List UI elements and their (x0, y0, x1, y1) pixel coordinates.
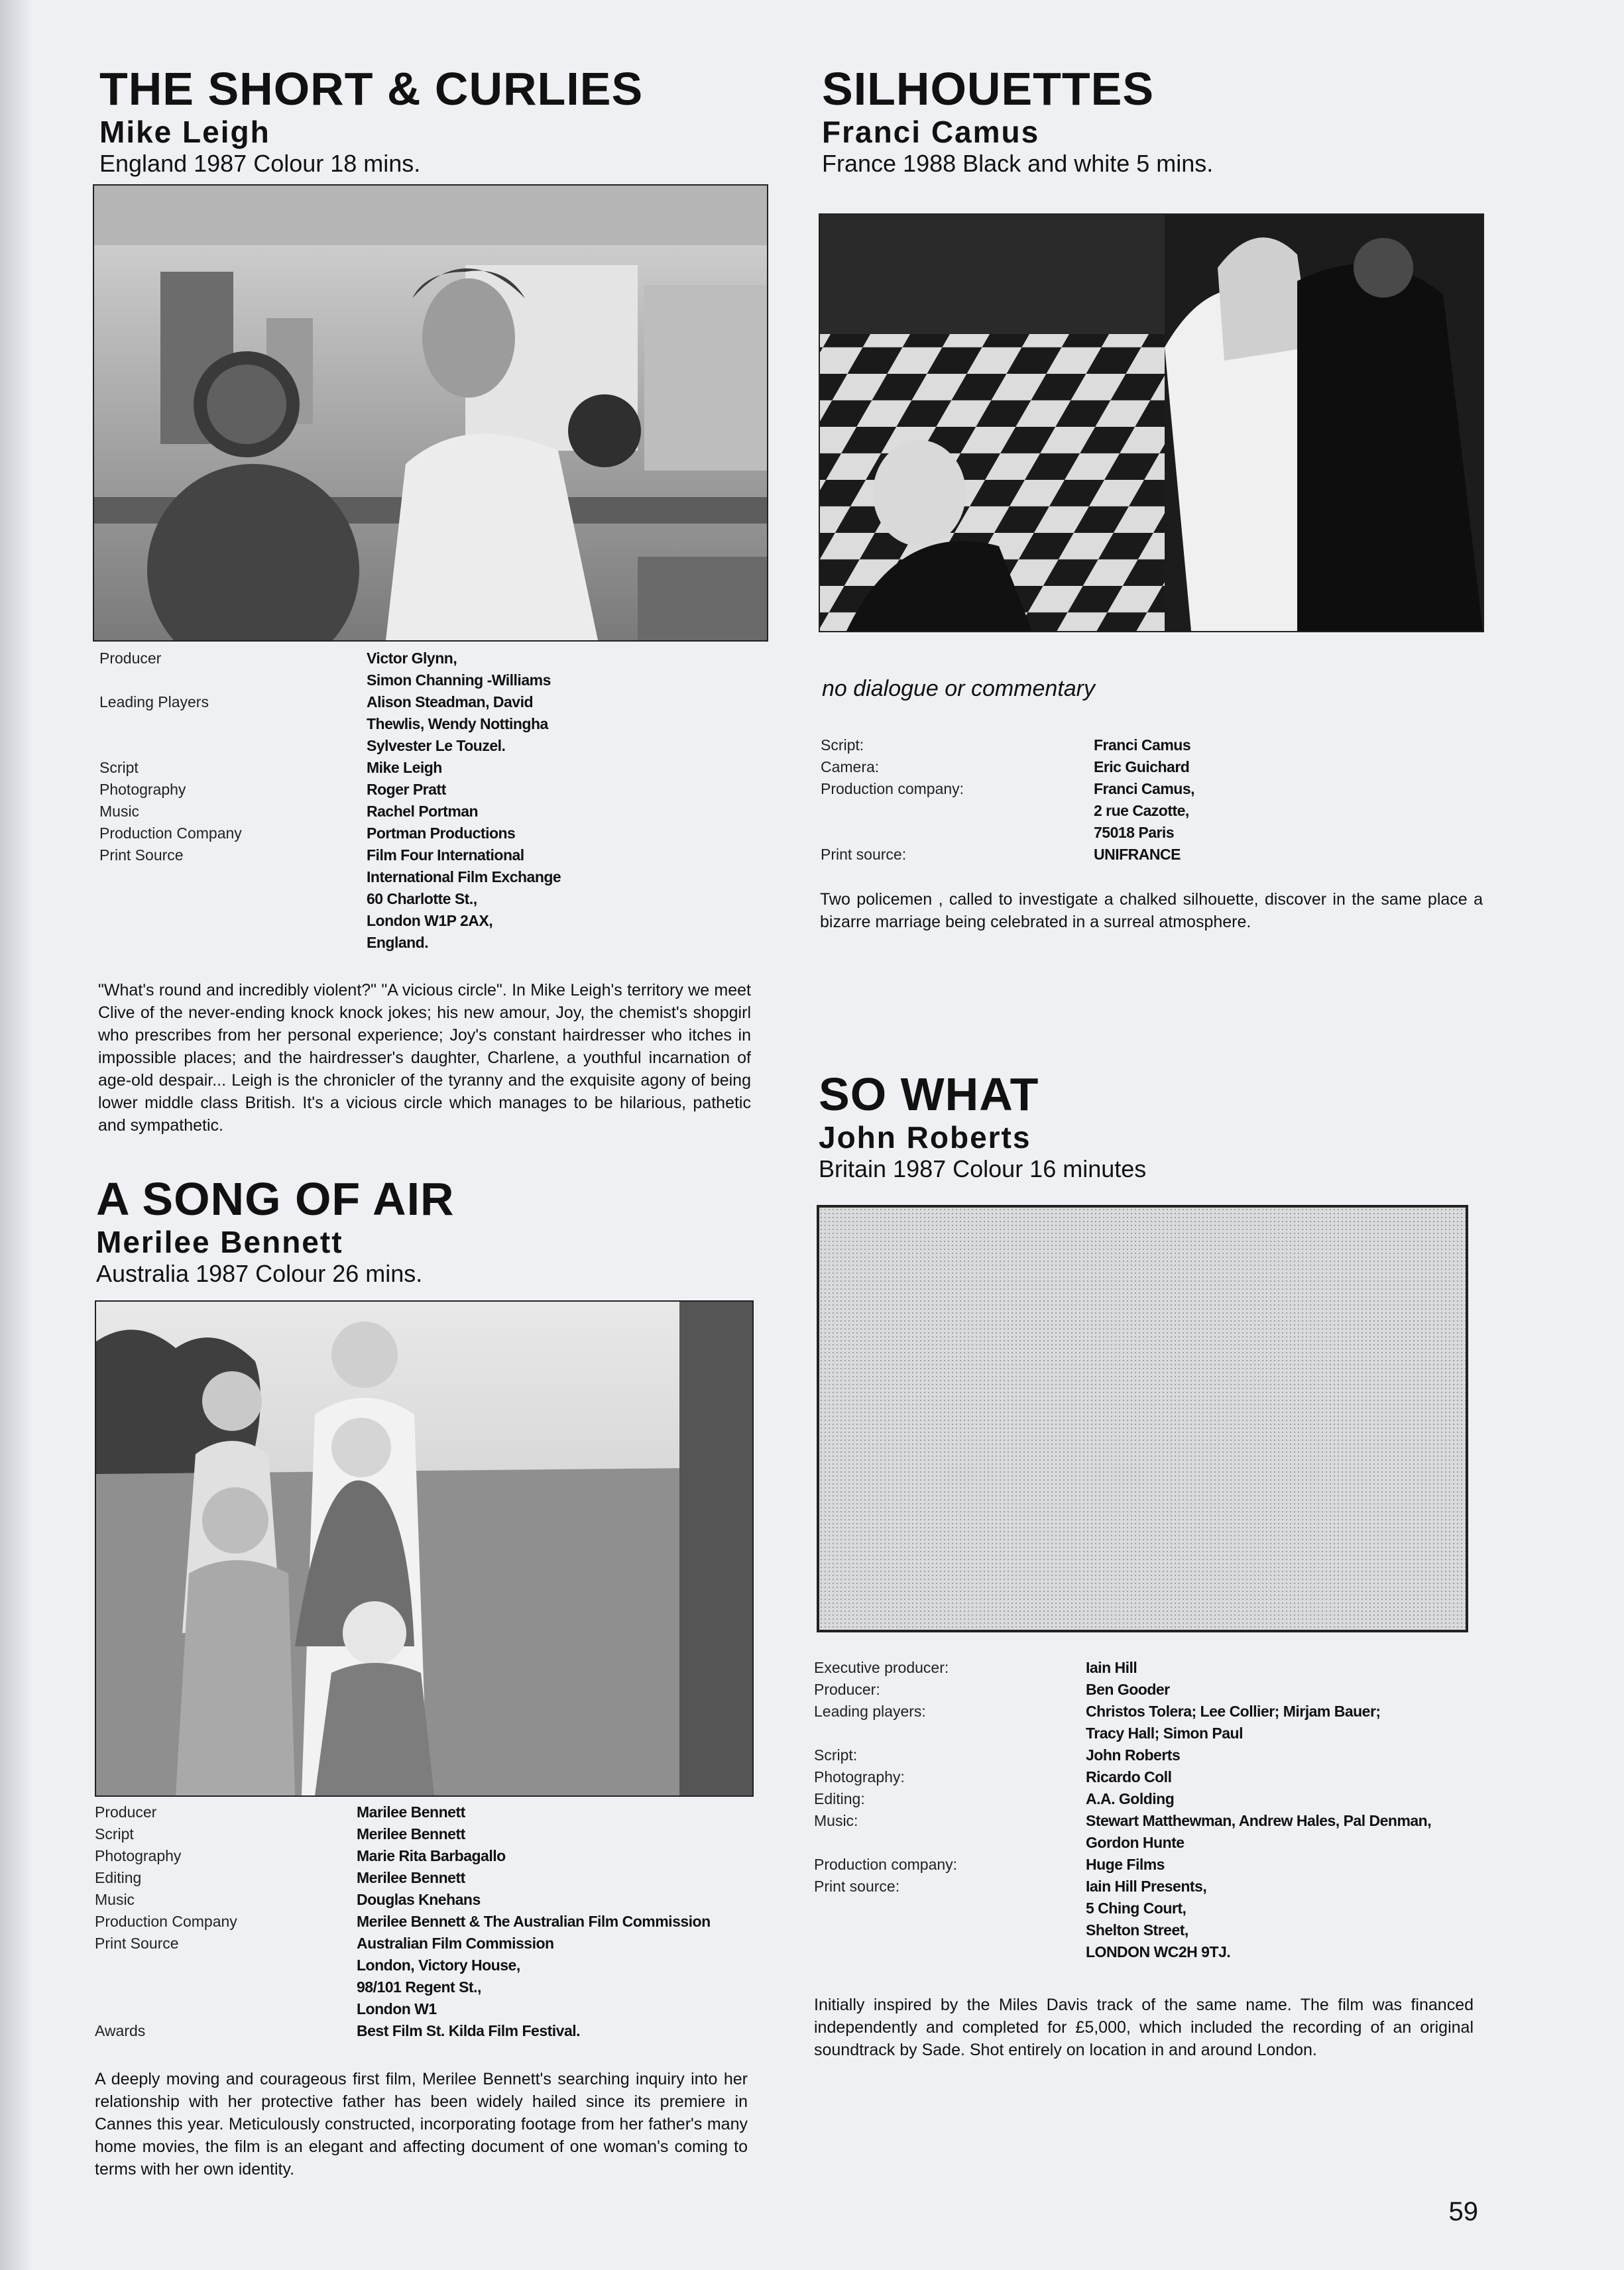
credit-label: Music (95, 1891, 135, 1908)
credit-label: Executive producer: (814, 1659, 949, 1676)
film-still-family (95, 1300, 754, 1797)
dialogue-note: no dialogue or commentary (822, 676, 1096, 701)
credit-row (814, 1810, 1483, 1854)
film-details: Australia 1987 Colour 26 mins. (96, 1260, 423, 1287)
film-details: Britain 1987 Colour 16 minutes (819, 1155, 1147, 1182)
credit-value: Christos Tolera; Lee Collier; Mirjam Bauer; Tracy Hall; Simon Paul (1086, 1703, 1381, 1742)
credit-label: Script: (821, 736, 864, 754)
credit-value: Victor Glynn, Simon Channing -Williams (367, 650, 551, 689)
credit-value: Roger Pratt (367, 781, 446, 798)
film-title: A SONG OF AIR (96, 1173, 455, 1225)
credit-label: Production company: (814, 1856, 958, 1873)
credit-row (95, 1911, 764, 1933)
film-synopsis: "What's round and incredibly violent?" "A vicious circle". In Mike Leigh's territory we meet Clive of the never-ending knock knock jokes; his new amour, Joy, the chemist's shopgirl who prescribes from her personal experience; Joy's constant hairdresser who itches in impossible places; and the hairdresser's daughter, Charlene, a youthful incarnation of age-old despair... Leigh is the chronicler of the tyranny and the exquisite agony of being lower middle class British. It's a vicious circle which manages to be hilarious, pathetic and sympathetic. (98, 981, 751, 1135)
film-title: THE SHORT & CURLIES (99, 63, 644, 115)
credit-label: Awards (95, 2022, 146, 2039)
credit-row (814, 1854, 1483, 1876)
credit-value: Merilee Bennett & The Australian Film Commission (357, 1913, 711, 1930)
credit-label: Editing (95, 1869, 142, 1886)
film-title: SO WHAT (819, 1068, 1039, 1120)
credit-label: Photography: (814, 1768, 905, 1786)
credit-value: UNIFRANCE (1094, 846, 1181, 863)
credit-label: Music: (814, 1812, 858, 1829)
credit-row (99, 779, 769, 801)
film-details: England 1987 Colour 18 mins. (99, 150, 421, 177)
credit-value: A.A. Golding (1086, 1790, 1175, 1807)
film-details: France 1988 Black and white 5 mins. (822, 150, 1214, 177)
credit-label: Print Source (99, 846, 184, 864)
credit-value: John Roberts (1086, 1746, 1181, 1764)
film-header (819, 1068, 1508, 1184)
credit-value: Ricardo Coll (1086, 1768, 1172, 1786)
credit-row (99, 757, 769, 779)
credit-label: Production company: (821, 780, 964, 797)
credit-value: Marie Rita Barbagallo (357, 1847, 506, 1864)
credits-list (99, 648, 769, 954)
credit-label: Script (95, 1825, 134, 1843)
film-director: Merilee Bennett (96, 1225, 343, 1259)
credit-row (99, 844, 769, 954)
film-director: John Roberts (819, 1120, 1031, 1155)
credit-label: Production Company (99, 824, 242, 842)
credit-row (814, 1679, 1483, 1701)
credits-list (821, 734, 1483, 866)
credit-value: Huge Films (1086, 1856, 1165, 1873)
credit-row (814, 1766, 1483, 1788)
credit-value: Rachel Portman (367, 803, 479, 820)
credit-row (821, 734, 1483, 756)
credit-row (95, 1801, 764, 1823)
film-synopsis: Two policemen , called to investigate a chalked silhouette, discover in the same place a bizarre marriage being celebrated in a surreal atmosphere. (820, 890, 1483, 931)
credit-label: Music (99, 803, 140, 820)
credit-value: Iain Hill Presents, 5 Ching Court, Shelton Street, LONDON WC2H 9TJ. (1086, 1878, 1231, 1960)
credit-value: Franci Camus, 2 rue Cazotte, 75018 Paris (1094, 780, 1194, 841)
credit-label: Producer: (814, 1681, 880, 1698)
credit-row (821, 756, 1483, 778)
credit-label: Camera: (821, 758, 880, 775)
credit-row (99, 691, 769, 757)
credit-row (814, 1876, 1483, 1963)
credit-value: Film Four International International Film Exchange 60 Charlotte St., London W1P 2AX, England. (367, 846, 561, 951)
page-number: 59 (1448, 2197, 1478, 2226)
credit-value: Douglas Knehans (357, 1891, 481, 1908)
credit-row (95, 1845, 764, 1867)
credit-row (99, 823, 769, 844)
credit-label: Photography (95, 1847, 182, 1864)
credit-row (95, 1823, 764, 1845)
credits-list (95, 1801, 764, 2042)
credit-row (814, 1788, 1483, 1810)
credit-label: Print source: (821, 846, 907, 863)
credit-label: Print Source (95, 1935, 179, 1952)
credit-value: Ben Gooder (1086, 1681, 1170, 1698)
credit-value: Marilee Bennett (357, 1803, 465, 1821)
credit-row (821, 778, 1483, 844)
credit-label: Photography (99, 781, 186, 798)
film-director: Mike Leigh (99, 115, 270, 149)
credit-row (814, 1657, 1483, 1679)
credit-label: Script (99, 759, 139, 776)
film-still-salon (93, 184, 768, 642)
credit-value: Alison Steadman, David Thewlis, Wendy Nottingha Sylvester Le Touzel. (367, 693, 548, 754)
image-placeholder (817, 1205, 1468, 1632)
credit-label: Editing: (814, 1790, 865, 1807)
film-synopsis: Initially inspired by the Miles Davis track of the same name. The film was financed independently and completed for £5,000, which included the recording of an original soundtrack by Sade. Shot entirely on location in and around London. (814, 1996, 1474, 2059)
credit-value: Merilee Bennett (357, 1869, 465, 1886)
page-gutter-shadow (0, 0, 33, 2270)
credits-list (814, 1657, 1483, 1963)
credit-value: Portman Productions (367, 824, 516, 842)
credit-label: Leading Players (99, 693, 209, 710)
credit-row (821, 844, 1483, 866)
film-header (96, 1173, 785, 1288)
credit-value: Eric Guichard (1094, 758, 1190, 775)
credit-row (95, 1867, 764, 1889)
credit-value: Mike Leigh (367, 759, 442, 776)
credit-value: Australian Film Commission London, Victory House, 98/101 Regent St., London W1 (357, 1935, 554, 2017)
credit-label: Leading players: (814, 1703, 926, 1720)
credit-label: Production Company (95, 1913, 237, 1930)
credit-value: Best Film St. Kilda Film Festival. (357, 2022, 581, 2039)
film-director: Franci Camus (822, 115, 1040, 149)
credit-label: Producer (95, 1803, 157, 1821)
credit-row (814, 1701, 1483, 1744)
film-header (99, 63, 789, 178)
credit-row (814, 1744, 1483, 1766)
credit-row (95, 2020, 764, 2042)
credit-row (99, 801, 769, 823)
credit-value: Iain Hill (1086, 1659, 1137, 1676)
film-title: SILHOUETTES (822, 63, 1155, 115)
film-synopsis: A deeply moving and courageous first film, Merilee Bennett's searching inquiry into her relationship with her protective father has been widely hailed since its premiere in Cannes this year. Meticulously constructed, incorporating footage from her father's many home movies, the film is an elegant and affecting document of one woman's coming to terms with her own identity. (95, 2070, 748, 2179)
credit-row (95, 1933, 764, 2020)
credit-row (95, 1889, 764, 1911)
credit-row (99, 648, 769, 691)
credit-label: Script: (814, 1746, 858, 1764)
credit-value: Stewart Matthewman, Andrew Hales, Pal Denman, Gordon Hunte (1086, 1812, 1432, 1851)
credit-label: Print source: (814, 1878, 900, 1895)
film-header (822, 63, 1511, 178)
film-still-silhouettes (819, 213, 1484, 632)
credit-value: Merilee Bennett (357, 1825, 465, 1843)
credit-label: Producer (99, 650, 162, 667)
credit-value: Franci Camus (1094, 736, 1191, 754)
